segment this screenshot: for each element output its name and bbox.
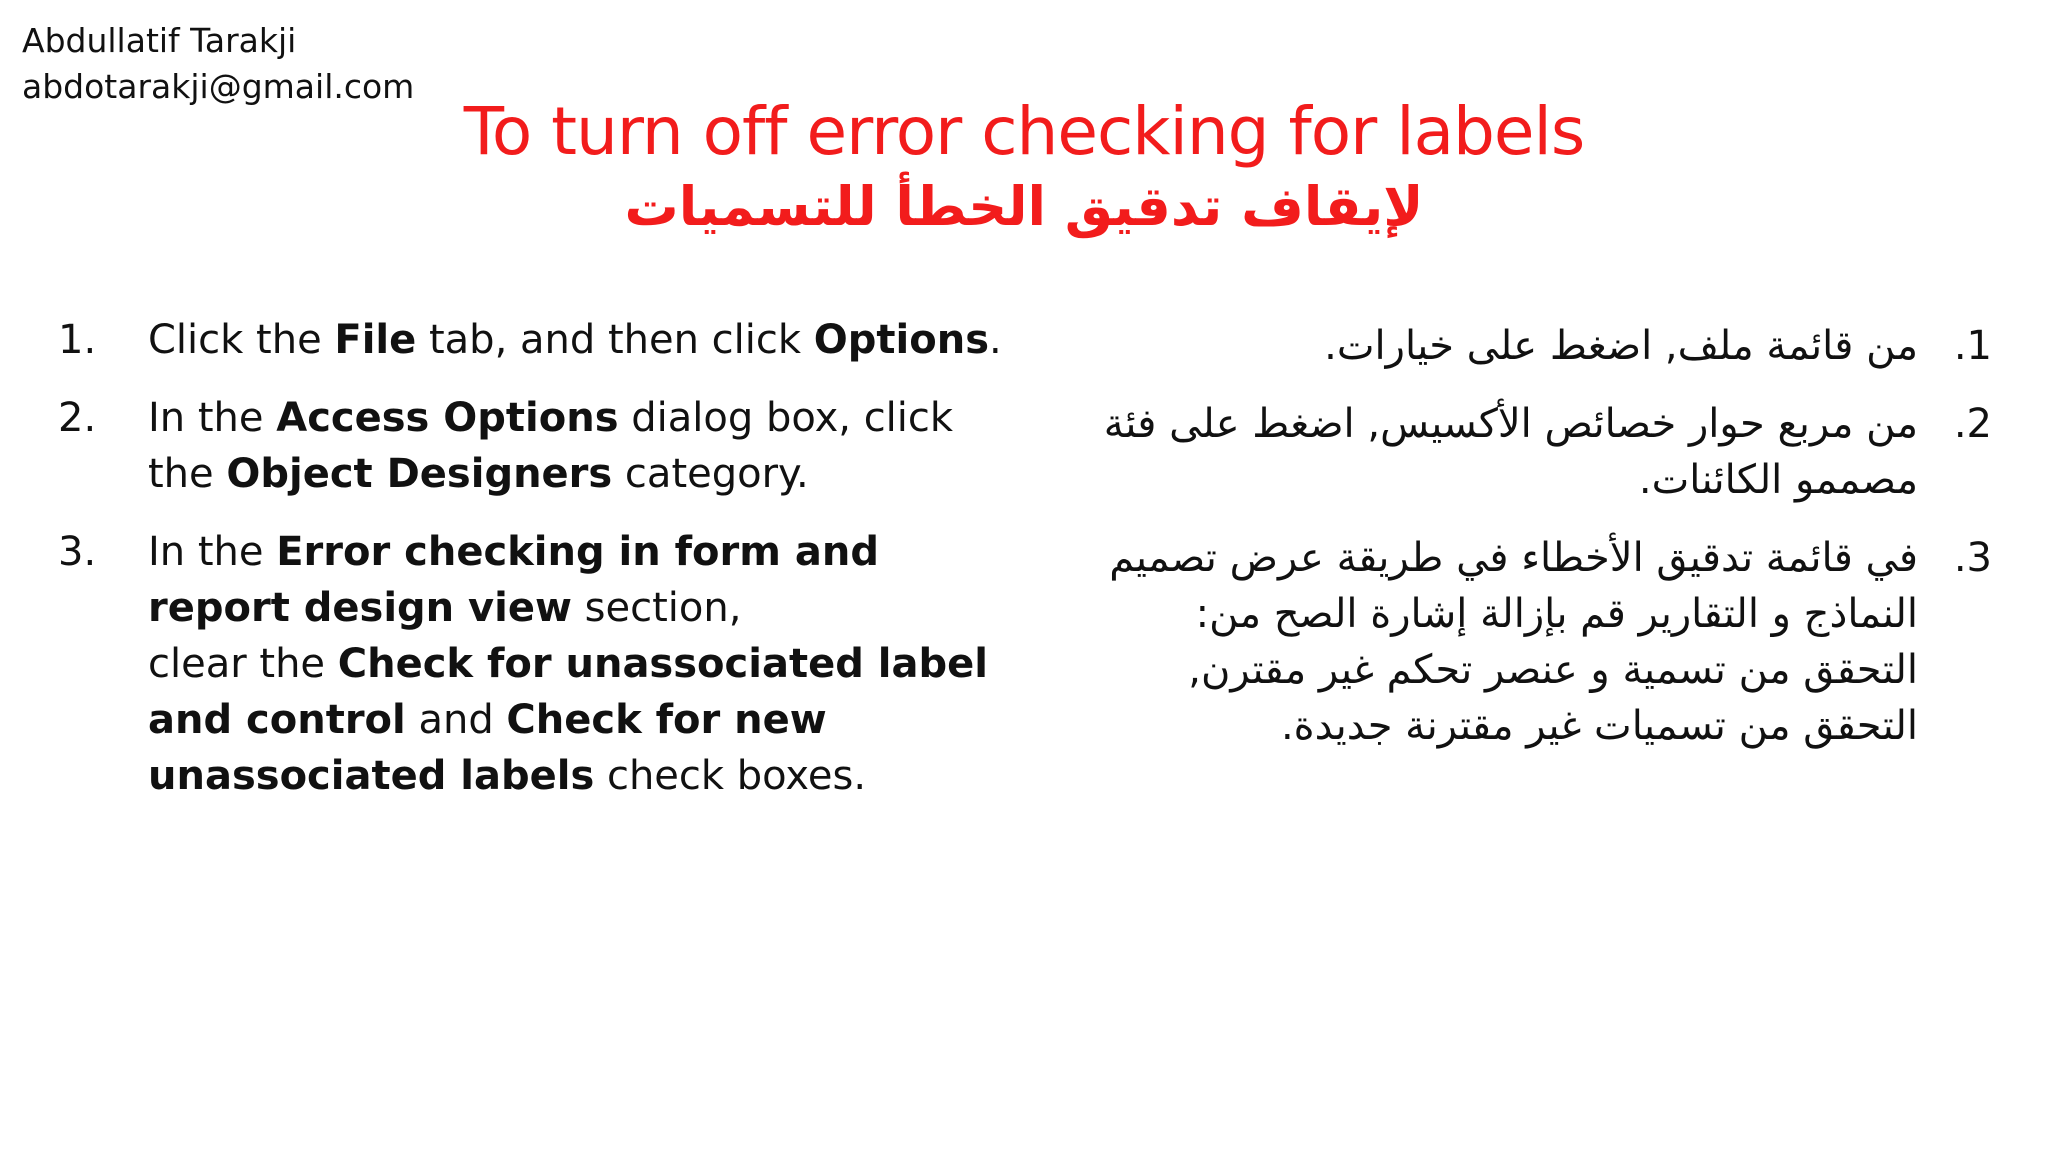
step-text xyxy=(148,524,1018,804)
step-text-part: and xyxy=(405,697,507,743)
step-text xyxy=(1022,318,1918,374)
step-text-bold: Error checking in form and report design view xyxy=(148,529,879,631)
step-text-part: In the xyxy=(148,529,277,575)
step-number: 1. xyxy=(58,317,97,363)
step-text-line: في قائمة تدقيق الأخطاء في طريقة عرض تصميم النماذج و التقارير قم بإزالة إشارة الصح من: xyxy=(1109,535,1918,637)
step-text xyxy=(148,312,1018,368)
step-text-part: clear the xyxy=(148,641,338,687)
step-number: 3. xyxy=(58,529,97,575)
step-text-line: التحقق من تسمية و عنصر تحكم غير مقترن, xyxy=(1188,647,1918,693)
step-number: .1 xyxy=(1953,323,1992,369)
step-text xyxy=(1022,396,1918,508)
author-name: Abdullatif Tarakji xyxy=(22,21,297,60)
step-text-bold: Check for unassociated label and control xyxy=(148,641,988,743)
step-text-bold: Object Designers xyxy=(226,451,613,497)
step-text-bold: Access Options xyxy=(276,395,619,441)
step-text-part: . xyxy=(989,317,1002,363)
slide-title xyxy=(0,92,2048,242)
title-arabic: لإيقاف تدقيق الخطأ للتسميات xyxy=(624,175,1424,238)
steps-arabic-list xyxy=(1022,318,2002,776)
step-text-bold: Check for new unassociated labels xyxy=(148,697,827,799)
step-text-bold: Options xyxy=(813,317,989,363)
step-ar-1 xyxy=(1022,318,2002,374)
step-ar-2 xyxy=(1022,396,2002,508)
step-text-part: category. xyxy=(612,451,809,497)
step-number: .3 xyxy=(1953,535,1992,581)
step-en-2 xyxy=(58,390,1018,502)
step-number: 2. xyxy=(58,395,97,441)
step-ar-3 xyxy=(1022,530,2002,754)
step-text xyxy=(1022,530,1918,754)
step-text-line: التحقق من تسميات غير مقترنة جديدة. xyxy=(1280,703,1918,749)
step-number: .2 xyxy=(1953,401,1992,447)
step-text-part: section, xyxy=(571,585,742,631)
step-text-part: In the xyxy=(148,395,277,441)
step-text-part: check boxes. xyxy=(594,753,867,799)
step-text-line: من قائمة ملف, اضغط على خيارات. xyxy=(1324,323,1918,369)
step-text xyxy=(148,390,1018,502)
step-text-bold: File xyxy=(334,317,417,363)
step-text-part: Click the xyxy=(148,317,335,363)
step-text-part: dialog box, click the xyxy=(148,395,954,497)
steps-english-list xyxy=(58,312,1018,826)
author-email: abdotarakji@gmail.com xyxy=(22,67,415,106)
step-en-1 xyxy=(58,312,1018,368)
step-text-line: من مربع حوار خصائص الأكسيس, اضغط على فئة مصممو الكائنات. xyxy=(1103,401,1918,503)
step-text-part: tab, and then click xyxy=(416,317,814,363)
title-english: To turn off error checking for labels xyxy=(463,93,1585,170)
step-en-3 xyxy=(58,524,1018,804)
